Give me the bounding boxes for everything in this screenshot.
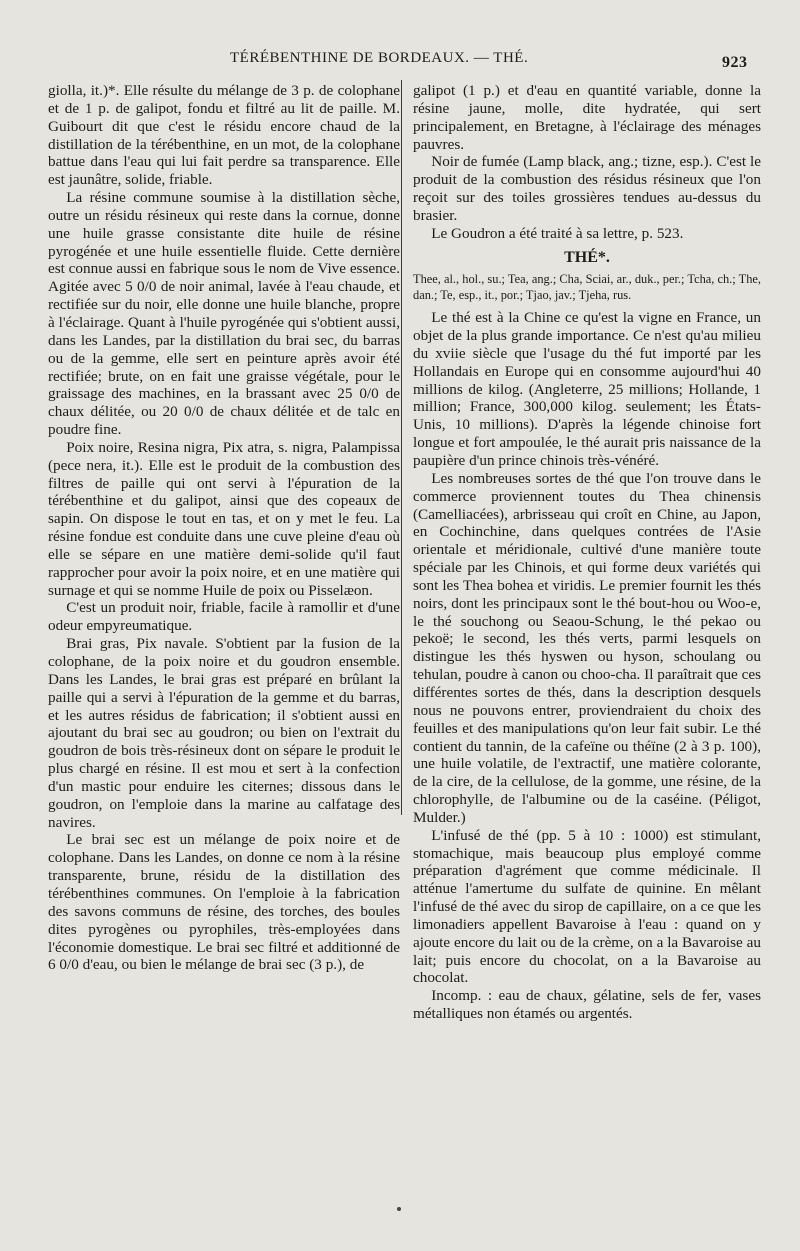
paragraph: Le Goudron a été traité à sa lettre, p. 523. [431, 224, 684, 242]
running-title: TÉRÉBENTHINE DE BORDEAUX. — THÉ. [230, 50, 529, 66]
paragraph: C'est un produit noir, friable, facile à ramollir et d'une odeur empyreumatique. [48, 599, 400, 635]
paragraph: giolla, it.)*. Elle résulte du mélange de 3 p. de colophane et de 1 p. de galipot, fondu et filtré au lit de paille. M. Guibourt dit que c'est le résidu encore chaud de la distillation de la térébenthine, en un mot, de la colophane battue dans l'eau qui lui fait perdre sa transparence. Elle est jaunâtre, solide, friable. [48, 82, 400, 189]
paragraph: Incomp. : eau de chaux, gélatine, sels de fer, vases métalliques non étamés ou argentés. [413, 987, 761, 1023]
paragraph: Brai gras, Pix navale. S'obtient par la fusion de la colophane, de la poix noire et du goudron ensemble. Dans les Landes, le brai gras est préparé en brûlant la paille qui a servi à l'épuration de la gemme et du barras, et les autres résidus de fabrication; il s'obtient aussi en ajoutant du brai sec au goudron; ou bien on l'extrait du goudron de bois très-résineux dont on sépare le produit le plus chargé en résine. Il est mou et sert à la confection d'un mastic pour enduire les citernes; dissous dans le goudron, on l'emploie dans la marine au calfatage des navires. [48, 635, 400, 831]
synonyms-list: Thee, al., hol., su.; Tea, ang.; Cha, Sciai, ar., duk., per.; Tcha, ch.; The, dan.; Te, esp., it., por.; Tjao, jav.; Tjeha, rus. [413, 272, 761, 302]
paragraph: Noir de fumée (Lamp black, ang.; tizne, esp.). C'est le produit de la combustion des résidus résineux que l'on reçoit sur des toiles grossières tendues au-dessus du brasier. [413, 153, 761, 224]
paragraph: Le brai sec est un mélange de poix noire et de colophane. Dans les Landes, on donne ce nom à la résine transparente, brune, résidu de la distillation des térébenthines communes. On l'emploie à la fabrication des savons communs de résine, des torches, des boules dites pyrogènes ou pyrophiles, très-employées dans l'économie domestique. Le brai sec filtré et additionné de 6 0/0 d'eau, ou bien le mélange de brai sec (3 p.), de [48, 831, 400, 974]
running-header [0, 44, 800, 74]
page-number: 923 [722, 54, 748, 71]
paragraph: galipot (1 p.) et d'eau en quantité variable, donne la résine jaune, molle, dite hydratée, qui sert principalement, en Bretagne, à l'éclairage des ménages pauvres. [413, 82, 761, 153]
column-divider [401, 80, 402, 815]
entry-heading-the: THÉ*. [564, 248, 610, 266]
right-column [413, 82, 761, 1023]
paragraph: Le thé est à la Chine ce qu'est la vigne en France, un objet de la plus grande importance. Ce n'est qu'au milieu du xviie siècle que l'usage du thé fut importé par les Hollandais en Europe qui en consomme aujourd'hui 40 millions de kilog. (Angleterre, 25 millions; Hollande, 1 million; France, 300,000 kilog. seulement; les États-Unis, 10 millions). D'après la légende chinoise fort longue et fort ampoulée, le thé aurait pris naissance de la paupière d'un prince chinois très-vénéré. [413, 309, 761, 469]
paragraph: Les nombreuses sortes de thé que l'on trouve dans le commerce proviennent toutes du Thea chinensis (Camelliacées), arbrisseau qui croît en Chine, au Japon, en Cochinchine, dans quelques contrées de l'Asie orientale et méridionale, cultivé d'une manière toute spéciale par les Chinois, et qui forme deux variétés qui sont les Thea bohea et viridis. Le premier fournit les thés noirs, dont les principaux sont le thé bout-hou ou Woo-e, le thé souchong ou Seaou-Schung, le thé pekao ou pekoë; le second, les thés verts, parmi lesquels on distingue les thés hyswen ou hyson, schoulang ou tehulan, poudre à canon ou choo-cha. Il paraîtrait que ces différentes sortes de thés, dans la description desquels nous ne pouvons entrer, proviendraient du choix des feuilles et des manipulations qu'on leur fait subir. Le thé contient du tannin, de la cafeïne ou théïne (2 à 3 p. 100), une huile volatile, de l'extractif, une matière colorante, de la cire, de la cellulose, de la gomme, une résine, de la chlorophylle, de l'albumine ou de la caséine. (Péligot, Mulder.) [413, 469, 761, 826]
paragraph: L'infusé de thé (pp. 5 à 10 : 1000) est stimulant, stomachique, mais beaucoup plus employé comme préparation d'agrément que comme médicinale. Il atténue l'amertume du sulfate de quinine. En mêlant l'infusé de thé avec du sirop de capillaire, on a ce que les limonadiers appellent Bavaroise à l'eau : quand on y ajoute encore du lait ou de la crème, on a la Bavaroise au lait; puis encore du chocolat, on a la Bavaroise au chocolat. [413, 826, 761, 987]
paragraph: La résine commune soumise à la distillation sèche, outre un résidu résineux qui reste dans la cornue, donne une huile grasse consistante dite huile de résine pyrogénée et une huile essentielle fluide. Cette dernière est connue aussi en fabrique sous le nom de Vive essence. Agitée avec 5 0/0 de noir animal, lavée à l'eau chaude, et rectifiée sur du noir, elle donne une huile blanche, propre à l'éclairage. Quant à l'huile pyrogénée qui s'obtient aussi, dans les Landes, par la distillation du brai sec, du barras ou de la gemme, elle sert en peinture après avoir été rectifiée; brute, on en fait une graisse végétale, pour le graissage des machines, en la brassant avec 25 0/0 de chaux délitée, ou 20 0/0 de chaux délitée et de talc en poudre fine. [48, 189, 400, 439]
ink-dot [397, 1207, 401, 1211]
left-column [48, 82, 400, 974]
paragraph: Poix noire, Resina nigra, Pix atra, s. nigra, Palampissa (pece nera, it.). Elle est le produit de la combustion des filtres de paille qui ont servi à l'épuration de la térébenthine et du galipot, ainsi que des copeaux de sapin. On dispose le tout en tas, et on y met le feu. La résine fondue est conduite dans une cuve pleine d'eau où elle se sépare en une matière demi-solide qu'il faut rapprocher pour avoir la poix noire, et en une matière qui surnage et qui se nomme Huile de poix ou Pisselæon. [48, 438, 400, 599]
